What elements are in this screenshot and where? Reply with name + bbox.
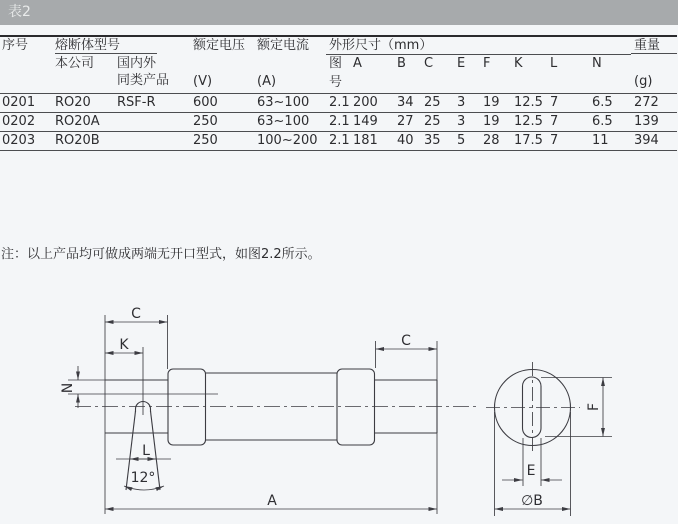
cell-dim-e: 3 bbox=[454, 113, 480, 132]
cell-dim-k: 17.5 bbox=[511, 132, 547, 151]
cell-dim-f: 19 bbox=[480, 113, 511, 132]
cell-current: 100~200 bbox=[254, 132, 326, 151]
cell-equivalent bbox=[114, 132, 190, 151]
cell-dim-a: 200 bbox=[350, 94, 394, 113]
note-text: 注：以上产品均可做成两端无开口型式，如图2.2所示。 bbox=[1, 247, 321, 262]
cell-serial: 0202 bbox=[0, 113, 52, 132]
col-header-company: 本公司 bbox=[52, 55, 114, 94]
col-header-voltage: 额定电压 (V) bbox=[190, 36, 254, 94]
cell-dim-a: 181 bbox=[350, 132, 394, 151]
col-header-dim-l: L bbox=[547, 55, 589, 94]
col-header-dim-f: F bbox=[480, 55, 511, 94]
cell-weight: 139 bbox=[631, 113, 677, 132]
cell-dim-k: 12.5 bbox=[511, 94, 547, 113]
table-row bbox=[0, 113, 677, 132]
cell-weight: 272 bbox=[631, 94, 677, 113]
dim-label-c-left: C bbox=[131, 306, 141, 322]
dim-angle-arc bbox=[124, 486, 164, 490]
dim-label-k: K bbox=[119, 337, 129, 353]
cell-fig: 2.1 bbox=[326, 132, 350, 151]
cell-dim-b: 40 bbox=[394, 132, 421, 151]
dim-label-angle: 12° bbox=[130, 470, 156, 486]
dim-label-c-right: C bbox=[401, 333, 411, 349]
dim-label-a: A bbox=[267, 493, 277, 509]
cell-dim-l: 7 bbox=[547, 94, 589, 113]
col-header-dim-b: B bbox=[394, 55, 421, 94]
side-view bbox=[60, 306, 480, 514]
cell-weight: 394 bbox=[631, 132, 677, 151]
cell-voltage: 250 bbox=[190, 132, 254, 151]
end-view bbox=[486, 362, 612, 516]
table-row bbox=[0, 132, 677, 151]
cell-dim-e: 3 bbox=[454, 94, 480, 113]
cell-current: 63~100 bbox=[254, 94, 326, 113]
cell-equivalent: RSF-R bbox=[114, 94, 190, 113]
cell-dim-c: 25 bbox=[421, 113, 454, 132]
cell-voltage: 250 bbox=[190, 113, 254, 132]
cell-dim-b: 27 bbox=[394, 113, 421, 132]
cell-equivalent bbox=[114, 113, 190, 132]
cell-dim-n: 6.5 bbox=[589, 113, 631, 132]
cell-current: 63~100 bbox=[254, 113, 326, 132]
cell-dim-n: 11 bbox=[589, 132, 631, 151]
col-header-fig-no: 图 号 bbox=[326, 55, 350, 94]
dim-label-l: L bbox=[142, 443, 150, 459]
cell-dim-a: 149 bbox=[350, 113, 394, 132]
cell-dim-c: 25 bbox=[421, 94, 454, 113]
cell-dim-n: 6.5 bbox=[589, 94, 631, 113]
dim-label-b: ∅B bbox=[521, 493, 543, 509]
cell-voltage: 600 bbox=[190, 94, 254, 113]
cell-dim-f: 28 bbox=[480, 132, 511, 151]
col-header-dim-c: C bbox=[421, 55, 454, 94]
col-header-dim-e: E bbox=[454, 55, 480, 94]
col-header-serial: 序号 bbox=[0, 36, 52, 94]
table-row bbox=[0, 94, 677, 113]
cell-dim-b: 34 bbox=[394, 94, 421, 113]
table-title-bar bbox=[0, 0, 678, 25]
cell-company: RO20 bbox=[52, 94, 114, 113]
col-header-dimensions-group: 外形尺寸（mm） bbox=[326, 36, 631, 55]
dim-label-f: F bbox=[586, 402, 602, 412]
col-header-dim-a: A bbox=[350, 55, 394, 94]
col-header-weight: 重量 (g) bbox=[631, 36, 677, 94]
table-title: 表2 bbox=[8, 4, 31, 20]
cell-company: RO20A bbox=[52, 113, 114, 132]
col-header-dim-k: K bbox=[511, 55, 547, 94]
cell-serial: 0201 bbox=[0, 94, 52, 113]
right-cap bbox=[337, 369, 375, 445]
cell-company: RO20B bbox=[52, 132, 114, 151]
col-header-current: 额定电流 (A) bbox=[254, 36, 326, 94]
dim-label-e: E bbox=[526, 463, 536, 479]
dimension-drawing bbox=[0, 300, 678, 524]
cell-dim-c: 35 bbox=[421, 132, 454, 151]
cell-fig: 2.1 bbox=[326, 113, 350, 132]
cell-dim-e: 5 bbox=[454, 132, 480, 151]
spec-table bbox=[0, 35, 677, 151]
cell-dim-l: 7 bbox=[547, 113, 589, 132]
cell-dim-l: 7 bbox=[547, 132, 589, 151]
cell-dim-f: 19 bbox=[480, 94, 511, 113]
col-header-model-group: 熔断体型号 bbox=[52, 36, 190, 55]
dim-label-n: N bbox=[60, 382, 76, 394]
cell-dim-k: 12.5 bbox=[511, 113, 547, 132]
cell-serial: 0203 bbox=[0, 132, 52, 151]
col-header-dim-n: N bbox=[589, 55, 631, 94]
left-cap bbox=[168, 369, 206, 445]
cell-fig: 2.1 bbox=[326, 94, 350, 113]
col-header-equivalent: 国内外 同类产品 bbox=[114, 55, 190, 94]
